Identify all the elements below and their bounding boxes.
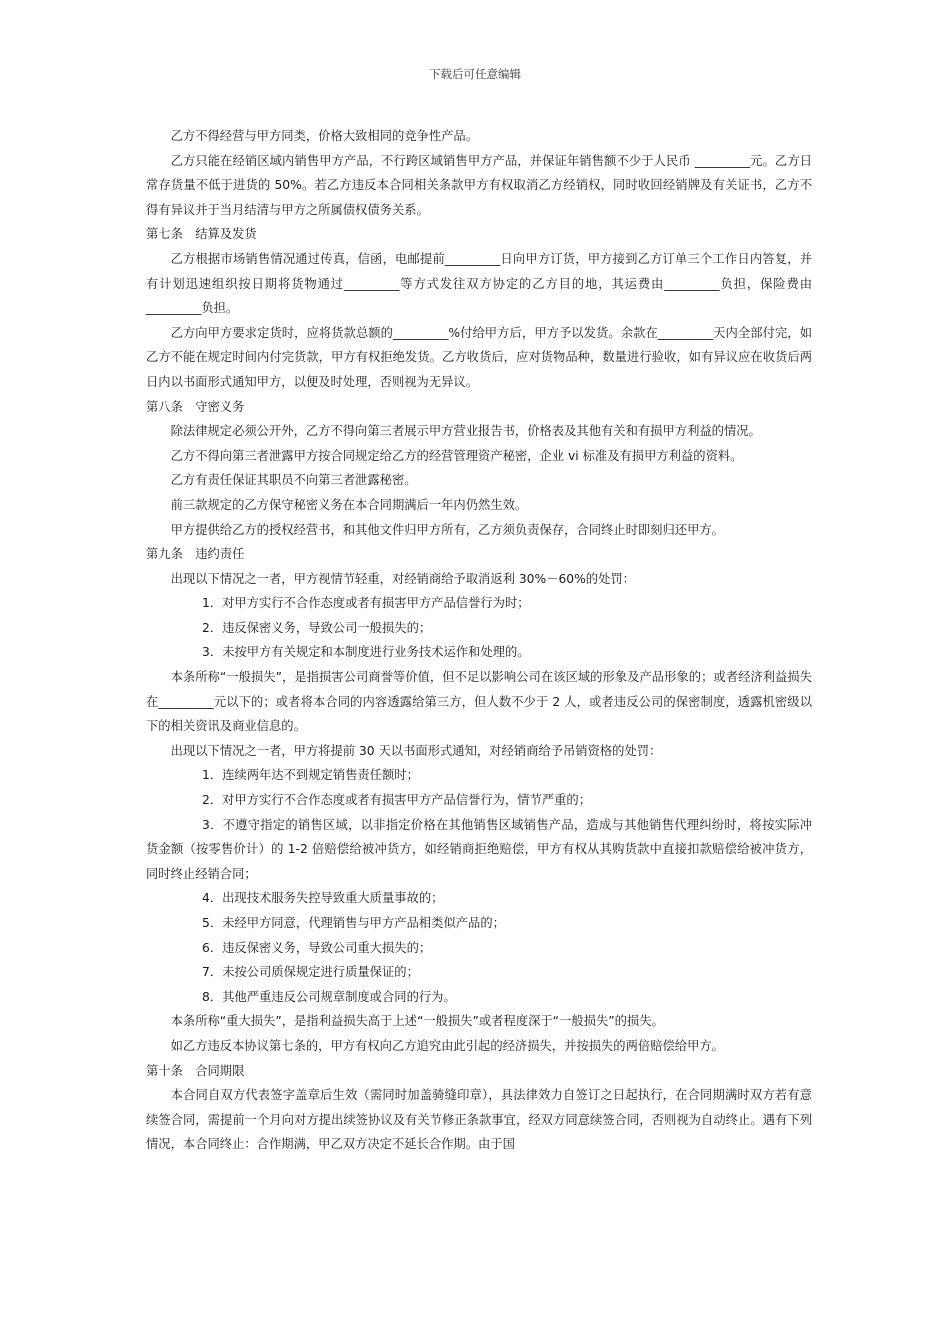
paragraph: 乙方不得向第三者泄露甲方按合同规定给乙方的经营管理资产秘密，企业 vi 标准及有损甲方利益的资料。: [170, 448, 743, 463]
paragraph: 乙方不得经营与甲方同类，价格大致相同的竞争性产品。: [170, 129, 479, 143]
list-item: 3．未按甲方有关规定和本制度进行业务技术运作和处理的。: [202, 645, 530, 660]
paragraph: 出现以下情况之一者，甲方将提前 30 天以书面形式通知，对经销商给予吊销资格的处罚：: [170, 743, 662, 758]
page-header: 下载后可任意编辑: [429, 67, 521, 81]
paragraph: 乙方向甲方要求定货时，应将货款总额的_________%付给甲方后，甲方予以发货。余款在_________天内全部付完，如乙方不能在规定时间内付完货款，甲方有权拒绝发货。乙方收货后，应对货物品种，数量进行验收，如有异议应在收货后两日内以书面形式通知甲方，以便及时处理，否则视为无异议。: [146, 325, 812, 389]
paragraph: 乙方根据市场销售情况通过传真，信函，电邮提前_________日向甲方订货，甲方接到乙方订单三个工作日内答复，并有计划迅速组织按日期将货物通过_________等方式发往双方协定的乙方目的地，其运费由_________负担，保险费由_________负担。: [146, 251, 812, 316]
paragraph: 本条所称“一般损失”，是指损害公司商誉等价值，但不足以影响公司在该区域的形象及产品形象的；或者经济利益损失在_________元以下的；或者将本合同的内容透露给第三方，但人数不少于 2 人，或者违反公司的保密制度，透露机密级以下的相关资讯及商业信息的。: [146, 670, 812, 734]
paragraph: 乙方只能在经销区域内销售甲方产品，不行跨区域销售甲方产品，并保证年销售额不少于人民币 _________元。乙方日常存货量不低于进货的 50%。若乙方违反本合同相关条款甲方有权取消乙方经销权，同时收回经销牌及有关证书，乙方不得有异议并于当月结清与甲方之所属债权债务关系。: [146, 153, 812, 217]
list-item: 4．出现技术服务失控导致重大质量事故的；: [202, 891, 444, 906]
list-item: 3．不遵守指定的销售区域，以非指定价格在其他销售区域销售产品，造成与其他销售代理纠纷时，将按实际冲货金额（按零售价计）的 1-2 倍赔偿给被冲货方，如经销商拒绝赔偿，甲方有权从其购货款中直接扣款赔偿给被冲货方，同时终止经销合同；: [146, 817, 812, 881]
list-item: 1．对甲方实行不合作态度或者有损害甲方产品信誉行为时；: [202, 596, 530, 611]
list-item: 8．其他严重违反公司规章制度或合同的行为。: [202, 989, 456, 1004]
paragraph: 前三款规定的乙方保守秘密义务在本合同期满后一年内仍然生效。: [170, 497, 528, 512]
section-heading: 第九条 违约责任: [146, 547, 245, 562]
list-item: 7．未按公司质保规定进行质量保证的；: [202, 965, 419, 980]
paragraph: 如乙方违反本协议第七条的，甲方有权向乙方追究由此引起的经济损失，并按损失的两倍赔偿给甲方。: [170, 1038, 724, 1053]
paragraph: 本条所称“重大损失”，是指利益损失高于上述“一般损失”或者程度深于“一般损失”的损失。: [170, 1014, 664, 1029]
list-item: 2．违反保密义务，导致公司一般损失的；: [202, 620, 432, 635]
list-item: 6．违反保密义务，导致公司重大损失的；: [202, 940, 432, 955]
list-item: 2．对甲方实行不合作态度或者有损害甲方产品信誉行为，情节严重的；: [202, 793, 592, 808]
section-heading: 第八条 守密义务: [146, 399, 245, 414]
paragraph: 出现以下情况之一者，甲方视情节轻重，对经销商给予取消返利 30%－60%的处罚：: [170, 571, 635, 586]
document-body: [146, 124, 812, 1157]
list-item: 5．未经甲方同意，代理销售与甲方产品相类似产品的；: [202, 916, 505, 930]
paragraph: 除法律规定必须公开外，乙方不得向第三者展示甲方营业报告书，价格表及其他有关和有损甲方利益的情况。: [170, 424, 761, 439]
list-item: 1．连续两年达不到规定销售责任额时；: [202, 768, 419, 783]
paragraph: 甲方提供给乙方的授权经营书，和其他文件归甲方所有，乙方须负责保存，合同终止时即刻归还甲方。: [170, 522, 724, 537]
paragraph: 本合同自双方代表签字盖章后生效（需同时加盖骑缝印章），具法律效力自签订之日起执行，在合同期满时双方若有意续签合同，需提前一个月向对方提出续签协议及有关节修正条款事宜，经双方同意续签合同，否则视为自动终止。遇有下列情况，本合同终止：合作期满，甲乙双方决定不延长合作期。由于国: [146, 1088, 812, 1152]
section-heading: 第十条 合同期限: [146, 1063, 245, 1078]
paragraph: 乙方有责任保证其职员不向第三者泄露秘密。: [170, 473, 417, 488]
section-heading: 第七条 结算及发货: [146, 227, 257, 242]
